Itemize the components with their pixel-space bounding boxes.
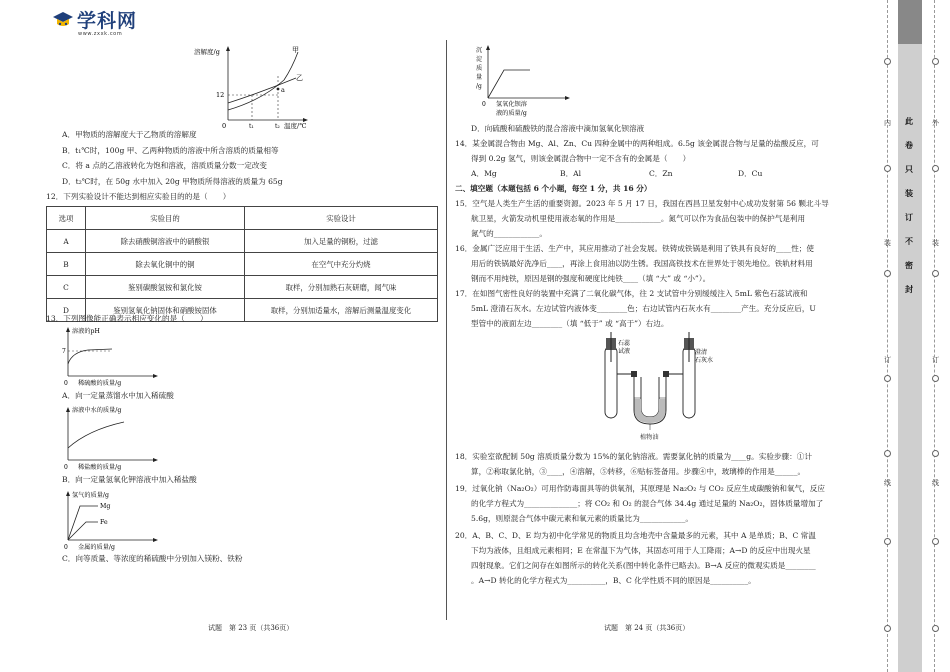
table-cell: C bbox=[47, 276, 86, 299]
q14-option-d: D．Cu bbox=[738, 169, 763, 178]
q14-option-b: B．Al bbox=[560, 169, 582, 178]
table-cell: A bbox=[47, 230, 86, 253]
q15-line: 航卫星，火箭发动机里使用液态氧的作用是____________。氮气可以作为食品包装中的保护气是利用 bbox=[471, 214, 806, 223]
binding-char: 密 bbox=[905, 261, 913, 270]
binding-hole bbox=[884, 538, 891, 545]
q11-t2: t₂ bbox=[275, 123, 280, 130]
q13d-ylabel-1: 沉 bbox=[476, 47, 483, 54]
q13d-origin: 0 bbox=[482, 101, 486, 108]
table-row bbox=[47, 207, 438, 230]
q16-line: 用后的铁锅最好洗净后____，再涂上食用油以防生锈。我国高铁技术在世界处于领先地位。铁轨材料用 bbox=[471, 259, 813, 268]
binding-char: 不 bbox=[905, 237, 913, 246]
q13d-ylabel-5: /g bbox=[476, 83, 482, 90]
table-cell: D bbox=[47, 299, 86, 322]
table-cell: 在空气中充分灼烧 bbox=[245, 253, 438, 276]
q16-line: 钢而不用纯铁，原因是钢的强度和硬度比纯铁____（填 “大” 或 “小”）。 bbox=[471, 274, 711, 283]
q15-line: 氮气的____________。 bbox=[471, 229, 547, 238]
binding-char: 只 bbox=[905, 165, 913, 174]
q17-line: 型管中的液面左边________（填 “低于” 或 “高于”）右边。 bbox=[471, 319, 669, 328]
binding-hole bbox=[884, 270, 891, 277]
q13-option-c: C．向等质量、等浓度的稀硫酸中分别加入镁粉、铁粉 bbox=[62, 554, 243, 563]
page-footer-right: 试题 第 24 页（共36页） bbox=[604, 624, 690, 632]
q14-option-a: A．Mg bbox=[471, 169, 497, 178]
q11-option-a: A．甲物质的溶解度大于乙物质的溶解度 bbox=[62, 130, 197, 139]
binding-hole bbox=[932, 375, 939, 382]
q16-line: 16．金属广泛应用于生活、生产中，其应用推动了社会发展。铁铸成铁锅是利用了铁具有良好的____性；使 bbox=[455, 244, 814, 253]
logo-text: 学科网 bbox=[77, 10, 138, 32]
q13-graph-b bbox=[58, 402, 168, 472]
binding-char: 此 bbox=[905, 117, 913, 126]
q13b-origin: 0 bbox=[64, 464, 68, 471]
table-cell: 加入足量的铜粉，过滤 bbox=[245, 230, 438, 253]
q11-ylabel: 溶解度/g bbox=[194, 48, 220, 56]
q13d-xlabel-1: 氢氧化钡溶 bbox=[496, 101, 527, 108]
q15-line: 15．空气是人类生产生活的重要资源。2023 年 5 月 17 日，我国在西昌卫星发射中心成功发射第 56 颗北斗导 bbox=[455, 199, 829, 208]
q13d-ylabel-4: 量 bbox=[476, 74, 483, 81]
binding-hole bbox=[884, 375, 891, 382]
table-row bbox=[47, 230, 438, 253]
q11-xlabel: 温度/℃ bbox=[284, 122, 307, 130]
q11-origin: 0 bbox=[222, 122, 227, 130]
litmus-label-2: 试液 bbox=[618, 348, 631, 355]
inner-zhuang: 装 bbox=[884, 239, 891, 247]
q18-line: 18．实验室欲配制 50g 溶质质量分数为 15%的氯化钠溶液。需要氯化钠的质量为____g。实验步骤：①计 bbox=[455, 452, 812, 461]
binding-hole bbox=[932, 58, 939, 65]
table-cell: B bbox=[47, 253, 86, 276]
q14-line1: 14．某金属混合物由 Mg、Al、Zn、Cu 四种金属中的两种组成。6.5g 该金属混合物与足量的盐酸反应，可 bbox=[455, 139, 819, 148]
inner-xian: 线 bbox=[884, 479, 891, 487]
binding-char: 装 bbox=[905, 189, 913, 198]
outer-xian: 线 bbox=[932, 479, 939, 487]
inner-label: 内 bbox=[884, 119, 891, 127]
table-cell: 除去硝酸铜溶液中的硝酸银 bbox=[86, 230, 245, 253]
binding-hole bbox=[932, 538, 939, 545]
q12-table bbox=[46, 206, 438, 322]
q19-line: 5.6g，则原混合气体中碳元素和氧元素的质量比为____________。 bbox=[471, 514, 693, 523]
table-cell: 取样，分别加熟石灰研磨，闻气味 bbox=[245, 276, 438, 299]
logo-url: www.zxxk.com bbox=[78, 31, 123, 37]
binding-hole bbox=[932, 270, 939, 277]
limewater-label-1: 澄清 bbox=[695, 349, 708, 356]
q12-stem: 12．下列实验设计不能达到相应实验目的的是（ ） bbox=[46, 192, 231, 201]
q13-graph-c bbox=[58, 486, 168, 552]
vegetable-oil-label: 植物油 bbox=[640, 434, 659, 441]
q13d-xlabel-2: 液的质量/g bbox=[496, 110, 527, 117]
q13c-mg: Mg bbox=[100, 503, 111, 510]
q11-curve-yi: 乙 bbox=[296, 74, 303, 82]
graduation-cap-icon bbox=[52, 10, 74, 32]
binding-gray-block bbox=[898, 0, 922, 44]
table-header: 实验设计 bbox=[245, 207, 438, 230]
table-cell: 鉴别碳酸氢铵和氯化铵 bbox=[86, 276, 245, 299]
q13b-xlabel: 稀盐酸的质量/g bbox=[78, 464, 122, 471]
binding-hole bbox=[932, 625, 939, 632]
outer-label: 外 bbox=[932, 119, 939, 127]
page-divider bbox=[446, 40, 447, 620]
binding-hole bbox=[932, 165, 939, 172]
binding-hole bbox=[884, 58, 891, 65]
section-title-fill-in: 二、填空题（本题包括 6 个小题，每空 1 分，共 16 分） bbox=[455, 184, 652, 193]
q13c-origin: 0 bbox=[64, 544, 68, 551]
table-cell: 取样，分别加适量水，溶解后测量温度变化 bbox=[245, 299, 438, 322]
binding-char: 卷 bbox=[905, 141, 913, 150]
logo bbox=[52, 8, 152, 42]
q13a-y7: 7 bbox=[62, 348, 66, 355]
table-header: 实验目的 bbox=[86, 207, 245, 230]
table-row bbox=[47, 276, 438, 299]
binding-hole bbox=[932, 450, 939, 457]
q13c-fe: Fe bbox=[100, 519, 108, 526]
table-cell: 除去氧化铜中的铜 bbox=[86, 253, 245, 276]
q13-graph-d bbox=[470, 42, 580, 122]
q11-point-a: a bbox=[281, 86, 285, 94]
q11-curve-jia: 甲 bbox=[292, 46, 299, 54]
q13b-ylabel: 溶液中水的质量/g bbox=[72, 407, 122, 414]
q19-line: 的化学方程式为______________；将 CO₂ 和 O₂ 的混合气体 34.4g 通过足量的 Na₂O₂，固体质量增加了 bbox=[471, 499, 824, 508]
q13d-ylabel-3: 质 bbox=[476, 65, 483, 72]
q13-stem: 13．下列图像能正确表示相应变化的是（ ） bbox=[46, 314, 208, 323]
binding-hole bbox=[884, 625, 891, 632]
q14-line2: 得到 0.2g 氢气，则该金属混合物中一定不含有的金属是（ ） bbox=[471, 154, 691, 163]
binding-char: 封 bbox=[905, 285, 913, 294]
q19-line: 19．过氧化钠（Na₂O₂）可用作防毒面具等的供氧剂，其原理是 Na₂O₂ 与 CO₂ 反应生成碳酸钠和氧气，反应 bbox=[455, 484, 825, 493]
q11-option-c: C．将 a 点的乙溶液转化为饱和溶液，溶质质量分数一定改变 bbox=[62, 161, 268, 170]
q11-option-d: D．t₂℃时，在 50g 水中加入 20g 甲物质所得溶液的质量为 65g bbox=[62, 177, 283, 186]
q13-option-d: D．向硫酸和硫酸铁的混合溶液中滴加氢氧化钡溶液 bbox=[471, 124, 645, 133]
q11-y12: 12 bbox=[216, 91, 225, 99]
q18-line: 算，②称取氯化钠，③____，④溶解，⑤转移，⑥贴标签备用。步骤④中，玻璃棒的作用是______。 bbox=[471, 467, 806, 476]
litmus-label-1: 石蕊 bbox=[618, 340, 631, 347]
table-header: 选项 bbox=[47, 207, 86, 230]
q13d-ylabel-2: 淀 bbox=[476, 56, 483, 63]
q20-line: 。A→D 转化的化学方程式为__________，B、C 化学性质不同的原因是__________。 bbox=[471, 576, 756, 585]
q13-option-a: A．向一定量蒸馏水中加入稀硫酸 bbox=[62, 391, 174, 400]
q13a-xlabel: 稀硫酸的质量/g bbox=[78, 380, 122, 387]
q11-t1: t₁ bbox=[249, 123, 254, 130]
limewater-label-2: 石灰水 bbox=[695, 357, 714, 364]
q13c-ylabel: 氢气的质量/g bbox=[72, 492, 109, 499]
binding-char: 订 bbox=[905, 213, 913, 222]
q20-line: 下均为液体，且组成元素相同；E 在常温下为气体，其固态可用于人工降雨；A→D 的反应中出现火星 bbox=[471, 546, 811, 555]
q11-option-b: B．t₁℃时，100g 甲、乙两种物质的溶液中所含溶质的质量相等 bbox=[62, 146, 279, 155]
q20-line: 四射现象。它们之间存在如图所示的转化关系(图中转化条件已略去)。B→A 反应的微观实质是________ bbox=[471, 561, 816, 570]
q13a-ylabel: 溶液的pH bbox=[72, 328, 100, 335]
q14-option-c: C．Zn bbox=[649, 169, 673, 178]
q13-graph-a bbox=[58, 324, 168, 388]
q13c-xlabel: 金属的质量/g bbox=[78, 544, 115, 551]
q17-apparatus-diagram bbox=[595, 332, 725, 434]
binding-hole bbox=[884, 450, 891, 457]
table-row bbox=[47, 253, 438, 276]
q17-line: 5mL 澄清石灰水。左边试管内液体变________色；右边试管内石灰水有________产生。充分反应后，U bbox=[471, 304, 816, 313]
binding-gray-bar bbox=[898, 0, 922, 672]
outer-ding: 订 bbox=[932, 356, 939, 364]
q20-line: 20．A、B、C、D、E 均为初中化学常见的物质且均含地壳中含量最多的元素，其中 A 是单质；B、C 常温 bbox=[455, 531, 816, 540]
page-footer-left: 试题 第 23 页（共36页） bbox=[208, 624, 294, 632]
q11-solubility-graph bbox=[192, 40, 322, 132]
q13a-origin: 0 bbox=[64, 380, 68, 387]
binding-hole bbox=[884, 165, 891, 172]
q17-line: 17．在如图气密性良好的装置中充满了二氧化碳气体，往 2 支试管中分别缓缓注入 5mL 紫色石蕊试液和 bbox=[455, 289, 808, 298]
table-cell: 鉴别氢氧化钠固体和硝酸铵固体 bbox=[86, 299, 245, 322]
q13-option-b: B．向一定量氢氧化钾溶液中加入稀盐酸 bbox=[62, 475, 197, 484]
outer-zhuang: 装 bbox=[932, 239, 939, 247]
inner-ding: 订 bbox=[884, 356, 891, 364]
